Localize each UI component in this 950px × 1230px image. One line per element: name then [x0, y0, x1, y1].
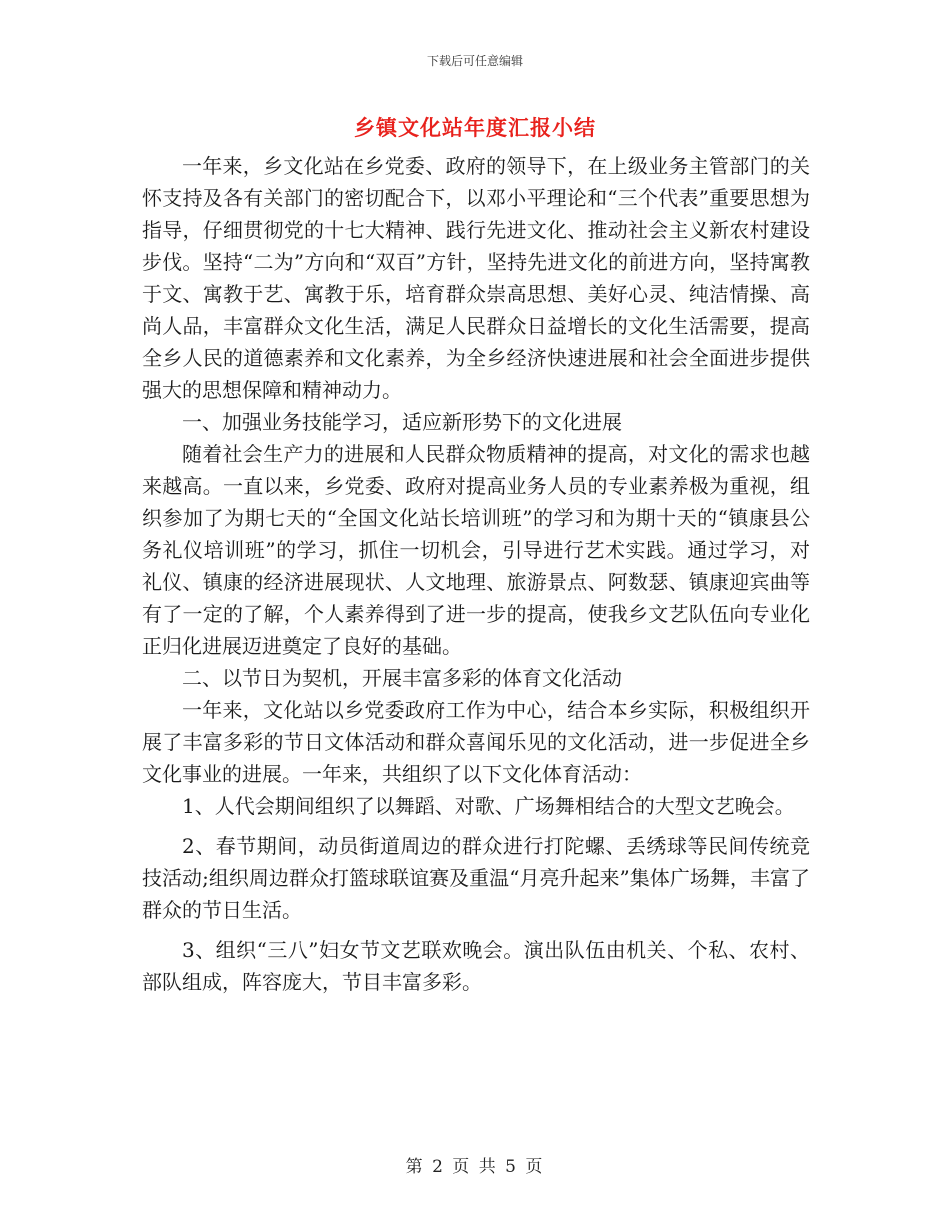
section-2-paragraph: 一年来，文化站以乡党委政府工作为中心，结合本乡实际，积极组织开展了丰富多彩的节日文体活动和群众喜闻乐见的文化活动，进一步促进全乡文化事业的进展。一年来，共组织了以下文化体育活动：	[142, 698, 810, 786]
document-body	[142, 150, 810, 998]
intro-paragraph: 一年来，乡文化站在乡党委、政府的领导下，在上级业务主管部门的关怀支持及各有关部门的密切配合下，以邓小平理论和“三个代表”重要思想为指导，仔细贯彻党的十七大精神、践行先进文化、推动社会主义新农村建设步伐。坚持“二为”方向和“双百”方针，坚持先进文化的前进方向，坚持寓教于文、寓教于艺、寓教于乐，培育群众崇高思想、美好心灵、纯洁情操、高尚人品，丰富群众文化生活，满足人民群众日益增长的文化生活需要，提高全乡人民的道德素养和文化素养，为全乡经济快速进展和社会全面进步提供强大的思想保障和精神动力。	[142, 154, 810, 402]
activity-item-3: 3、组织“三八”妇女节文艺联欢晚会。演出队伍由机关、个私、农村、部队组成，阵容庞大，节目丰富多彩。	[142, 938, 810, 994]
activity-item-1: 1、人代会期间组织了以舞蹈、对歌、广场舞相结合的大型文艺晚会。	[182, 794, 795, 818]
page-number: 第 2 页 共 5 页	[405, 1157, 545, 1177]
section-1-heading: 一、加强业务技能学习，适应新形势下的文化进展	[182, 410, 622, 434]
document-title: 乡镇文化站年度汇报小结	[354, 115, 596, 140]
section-1-paragraph: 随着社会生产力的进展和人民群众物质精神的提高，对文化的需求也越来越高。一直以来，乡党委、政府对提高业务人员的专业素养极为重视，组织参加了为期七天的“全国文化站长培训班”的学习和为期十天的“镇康县公务礼仪培训班”的学习，抓住一切机会，引导进行艺术实践。通过学习，对礼仪、镇康的经济进展现状、人文地理、旅游景点、阿数瑟、镇康迎宾曲等有了一定的了解，个人素养得到了进一步的提高，使我乡文艺队伍向专业化正归化进展迈进奠定了良好的基础。	[142, 442, 810, 658]
activity-item-2: 2、春节期间，动员街道周边的群众进行打陀螺、丢绣球等民间传统竞技活动;组织周边群众打篮球联谊赛及重温“月亮升起来”集体广场舞，丰富了群众的节日生活。	[142, 834, 810, 922]
page-header-note: 下载后可任意编辑	[426, 54, 523, 68]
section-2-heading: 二、以节日为契机，开展丰富多彩的体育文化活动	[182, 666, 622, 690]
